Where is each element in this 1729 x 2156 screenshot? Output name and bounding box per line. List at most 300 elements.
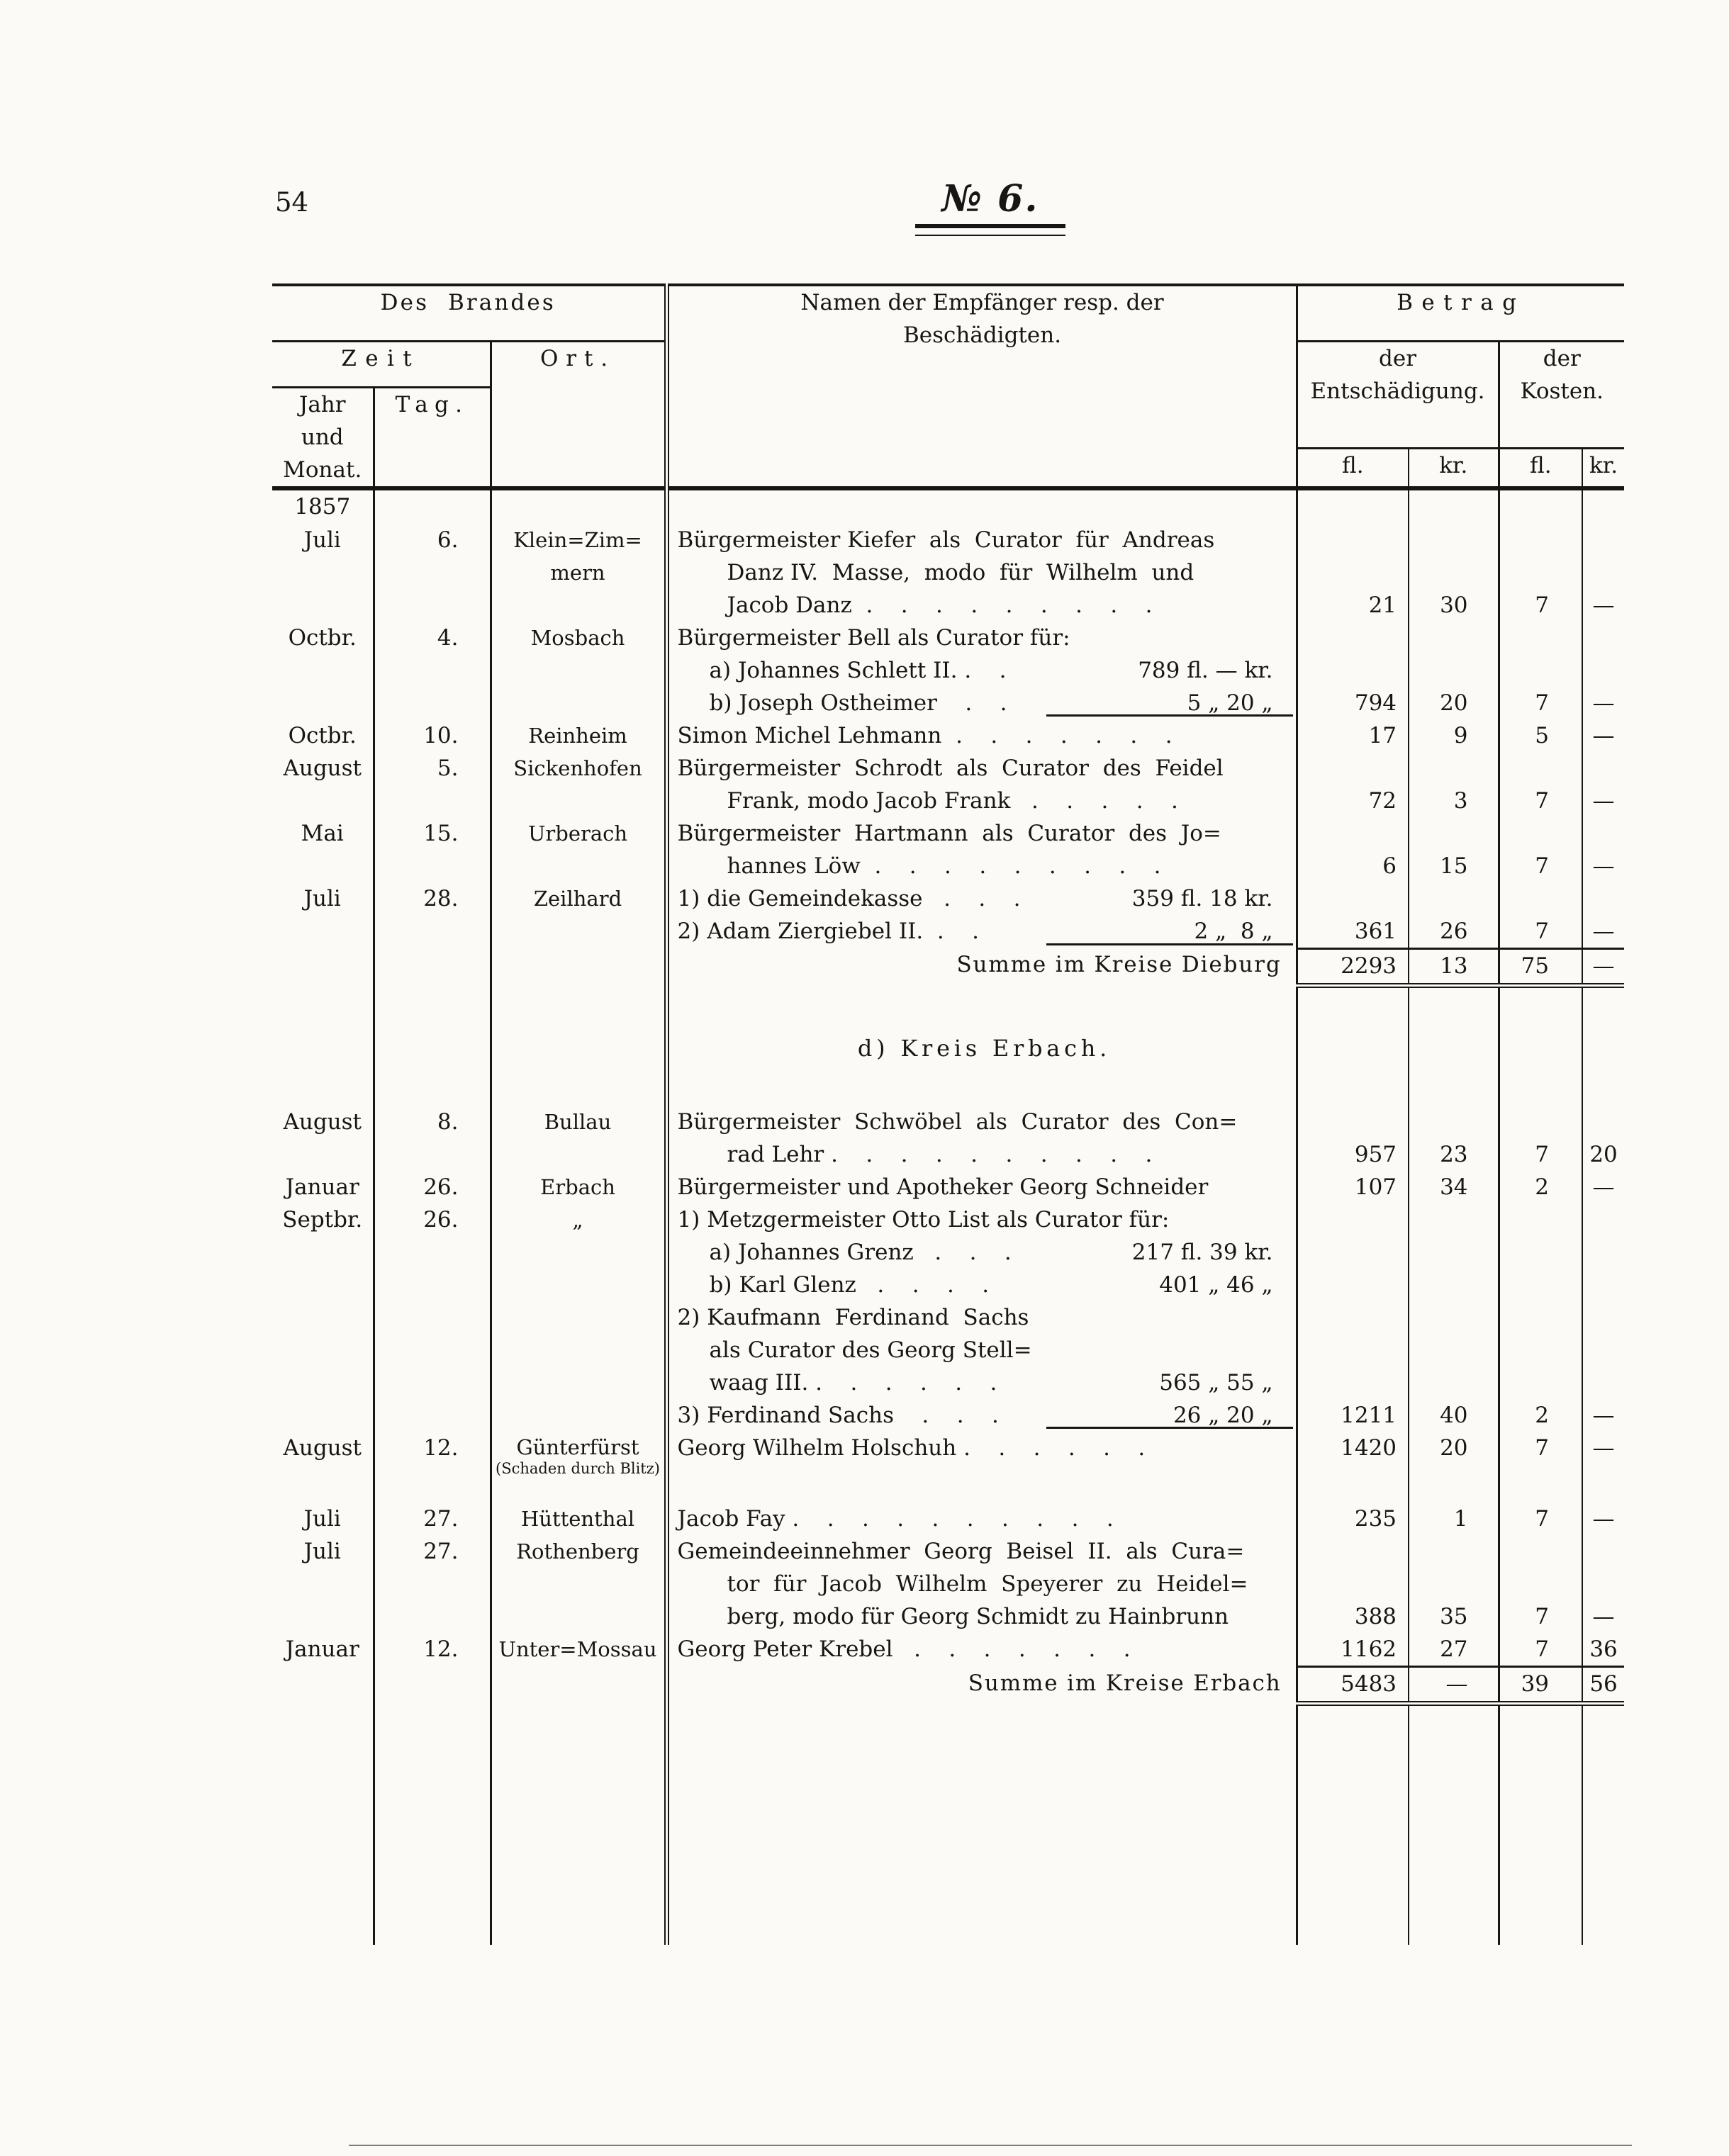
cell-kost-fl	[1499, 1236, 1582, 1269]
cell-ent-kr: 9	[1409, 719, 1499, 752]
cell-day	[374, 850, 491, 882]
names-text: Georg Peter Krebel . . . . . . .	[677, 1636, 1131, 1662]
cell-year: 1857	[294, 493, 351, 520]
cell-names	[666, 1301, 1297, 1334]
header-tag: Tag.	[374, 387, 491, 488]
names-text: Bürgermeister Bell als Curator für:	[677, 624, 1070, 651]
names-inline-amount: 789 fl. — kr.	[1138, 657, 1273, 683]
table-row	[272, 1301, 1624, 1334]
cell-names	[666, 1633, 1297, 1667]
cell-names	[666, 556, 1297, 589]
cell-month: August	[283, 1109, 362, 1135]
cell-kost-kr	[1582, 654, 1624, 687]
cell-month: Januar	[285, 1174, 359, 1200]
cell-names	[666, 1503, 1297, 1535]
names-text: a) Johannes Grenz . . .	[709, 1240, 1012, 1265]
cell-kost-fl	[1499, 488, 1582, 524]
cell-place: Sickenhofen	[491, 752, 666, 785]
cell-ent-fl	[1297, 654, 1409, 687]
cell-day	[374, 589, 491, 622]
table-row	[272, 785, 1624, 817]
cell-day: 26.	[374, 1203, 491, 1236]
cell-month	[272, 1138, 374, 1171]
table-row	[272, 1503, 1624, 1535]
header-jahr-line3: Monat.	[283, 456, 362, 483]
cell-kost-kr	[1582, 1073, 1624, 1106]
table-row	[272, 524, 1624, 556]
cell-place: „	[491, 1203, 666, 1236]
spacer-row	[272, 1073, 1624, 1106]
table-row	[272, 915, 1624, 949]
cell-ent-kr	[1409, 488, 1499, 524]
cell-kost-fl	[1499, 985, 1582, 1032]
cell-names	[666, 719, 1297, 752]
header-ent-kr: kr.	[1409, 448, 1499, 488]
header-zeit: Zeit	[272, 341, 491, 387]
cell-kost-kr	[1582, 1032, 1624, 1073]
cell-kost-fl	[1499, 1301, 1582, 1334]
cell-day: 8.	[374, 1106, 491, 1138]
cell-names	[666, 752, 1297, 785]
cell-kost-fl	[1499, 752, 1582, 785]
header-des-brandes: Des Brandes	[272, 285, 666, 341]
cell-place	[491, 785, 666, 817]
names-text: Danz IV. Masse, modo für Wilhelm und	[727, 559, 1194, 585]
names-text: Bürgermeister Schrodt als Curator des Feidel	[677, 755, 1224, 781]
table-row	[272, 1600, 1624, 1633]
table-row	[272, 1203, 1624, 1236]
cell-kost-fl	[1499, 1269, 1582, 1301]
cell-day: 6.	[374, 524, 491, 556]
cell-ent-fl	[1297, 882, 1409, 915]
cell-ent-fl	[1297, 1535, 1409, 1568]
cell-ent-fl	[1297, 817, 1409, 850]
names-text: Georg Wilhelm Holschuh . . . . . .	[677, 1435, 1146, 1461]
names-text: Bürgermeister Schwöbel als Curator des Con=	[677, 1109, 1238, 1135]
cell-ent-kr	[1409, 985, 1499, 1032]
table-row	[272, 882, 1624, 915]
table-row	[272, 1236, 1624, 1269]
cell-ent-kr	[1409, 556, 1499, 589]
cell-ent-fl	[1297, 985, 1409, 1032]
sum-row-dieburg	[272, 948, 1624, 985]
cell-ent-fl: 1420	[1297, 1432, 1409, 1503]
cell-place	[491, 1399, 666, 1432]
cell-kost-kr	[1582, 524, 1624, 556]
cell-kost-kr	[1582, 488, 1624, 524]
cell-place	[491, 1334, 666, 1366]
table-row	[272, 1138, 1624, 1171]
header-kost-fl: fl.	[1499, 448, 1582, 488]
cell-day	[374, 654, 491, 687]
names-text: Bürgermeister und Apotheker Georg Schneider	[677, 1174, 1209, 1200]
cell-ent-kr	[1409, 882, 1499, 915]
header-ent-line1: der	[1379, 345, 1417, 371]
cell-day	[374, 1073, 491, 1106]
cell-names	[666, 687, 1297, 719]
cell-month: Septbr.	[282, 1207, 363, 1233]
cell-month	[272, 589, 374, 622]
table-row	[272, 1334, 1624, 1366]
table-row	[272, 850, 1624, 882]
cell-month: Januar	[285, 1636, 359, 1662]
names-text: Jacob Danz . . . . . . . . .	[727, 592, 1153, 618]
section-heading: d) Kreis Erbach.	[666, 1032, 1297, 1073]
cell-day	[374, 1269, 491, 1301]
header-jahr-monat	[272, 387, 374, 488]
header-kost-line2: Kosten.	[1520, 378, 1604, 404]
cell-ent-fl	[1297, 488, 1409, 524]
section-heading-row	[272, 1032, 1624, 1073]
names-text: 1) Metzgermeister Otto List als Curator für:	[677, 1207, 1170, 1233]
cell-place	[491, 948, 666, 985]
cell-kost-kr	[1582, 985, 1624, 1032]
cell-day	[374, 556, 491, 589]
cell-ent-kr: 30	[1409, 589, 1499, 622]
cell-ent-fl	[1297, 556, 1409, 589]
cell-month	[272, 1301, 374, 1334]
cell-ent-fl: 21	[1297, 589, 1409, 622]
cell-kost-kr	[1582, 1106, 1624, 1138]
cell-kost-kr: —	[1582, 1432, 1624, 1503]
names-text: Jacob Fay . . . . . . . . . .	[677, 1506, 1114, 1532]
table-row	[272, 589, 1624, 622]
cell-names	[666, 1203, 1297, 1236]
names-inline-amount: 5 „ 20 „	[1187, 690, 1273, 716]
masthead-rule	[915, 224, 1065, 236]
cell-place	[491, 915, 666, 949]
cell-place: mern	[491, 556, 666, 589]
cell-kost-fl: 7	[1499, 1633, 1582, 1667]
cell-month	[272, 1568, 374, 1600]
names-inline-amount: 2 „ 8 „	[1194, 918, 1273, 944]
cell-month	[272, 1032, 374, 1073]
names-inline-amount: 401 „ 46 „	[1159, 1272, 1273, 1298]
cell-place: Zeilhard	[491, 882, 666, 915]
cell-place: Erbach	[491, 1171, 666, 1203]
cell-kost-kr	[1582, 1269, 1624, 1301]
cell-ent-fl: 17	[1297, 719, 1409, 752]
cell-kost-fl	[1499, 882, 1582, 915]
cell-ent-fl	[1297, 1032, 1409, 1073]
cell-kost-kr: —	[1582, 1503, 1624, 1535]
cell-kost-kr: —	[1582, 948, 1624, 985]
cell-month	[272, 1366, 374, 1399]
cell-kost-fl: 75	[1499, 948, 1582, 985]
names-text: berg, modo für Georg Schmidt zu Hainbrunn	[727, 1604, 1229, 1629]
cell-names	[666, 1432, 1297, 1503]
cell-place	[491, 1073, 666, 1106]
cell-month: Juli	[303, 527, 341, 553]
sum-label: Summe im Kreise Erbach	[666, 1667, 1297, 1704]
cell-month: August	[283, 755, 362, 781]
cell-ent-fl: 1162	[1297, 1633, 1409, 1667]
cell-kost-fl	[1499, 1704, 1582, 1945]
cell-ent-fl: 794	[1297, 687, 1409, 719]
cell-names	[666, 1334, 1297, 1366]
cell-kost-fl: 5	[1499, 719, 1582, 752]
cell-names	[666, 1568, 1297, 1600]
cell-place	[491, 1366, 666, 1399]
names-text: Bürgermeister Kiefer als Curator für Andreas	[677, 527, 1215, 553]
cell-names	[666, 1399, 1297, 1432]
names-text: Bürgermeister Hartmann als Curator des Jo=	[677, 820, 1221, 846]
sum-label: Summe im Kreise Dieburg	[666, 948, 1297, 985]
cell-ent-fl	[1297, 1203, 1409, 1236]
cell-day	[374, 785, 491, 817]
cell-day	[374, 1334, 491, 1366]
cell-ent-kr: 35	[1409, 1600, 1499, 1633]
cell-names	[666, 1600, 1297, 1633]
names-text: als Curator des Georg Stell=	[709, 1337, 1032, 1363]
cell-ent-kr: 15	[1409, 850, 1499, 882]
cell-place	[491, 1600, 666, 1633]
table-row	[272, 654, 1624, 687]
cell-kost-fl	[1499, 1535, 1582, 1568]
cell-ent-kr	[1409, 654, 1499, 687]
cell-ent-kr: 20	[1409, 687, 1499, 719]
cell-ent-kr	[1409, 1704, 1499, 1945]
place-note: (Schaden durch Blitz)	[496, 1460, 660, 1477]
cell-day	[374, 1667, 491, 1704]
cell-day	[374, 1704, 491, 1945]
cell-names	[666, 1171, 1297, 1203]
table-row	[272, 1633, 1624, 1667]
cell-ent-kr	[1409, 1236, 1499, 1269]
cell-names	[666, 785, 1297, 817]
cell-kost-kr	[1582, 1203, 1624, 1236]
cell-names	[666, 1138, 1297, 1171]
cell-place	[491, 1269, 666, 1301]
cell-ent-fl: 5483	[1297, 1667, 1409, 1704]
cell-place	[491, 1236, 666, 1269]
cell-kost-kr: —	[1582, 850, 1624, 882]
table-row	[272, 719, 1624, 752]
cell-kost-kr	[1582, 622, 1624, 654]
cell-ent-kr: 40	[1409, 1399, 1499, 1432]
cell-ent-kr	[1409, 752, 1499, 785]
names-text: a) Johannes Schlett II. . .	[709, 657, 1007, 683]
header-namen-line2: Beschädigten.	[902, 322, 1062, 348]
cell-kost-fl	[1499, 1032, 1582, 1073]
cell-ent-kr	[1409, 1366, 1499, 1399]
cell-kost-fl: 7	[1499, 1600, 1582, 1633]
cell-ent-kr: 20	[1409, 1432, 1499, 1503]
names-text: Simon Michel Lehmann . . . . . . .	[677, 722, 1173, 748]
names-inline-amount: 359 fl. 18 kr.	[1131, 885, 1273, 911]
table-row	[272, 687, 1624, 719]
cell-kost-kr	[1582, 817, 1624, 850]
header-kost-line1: der	[1543, 345, 1581, 371]
cell-place: Urberach	[491, 817, 666, 850]
cell-month	[272, 1667, 374, 1704]
cell-ent-kr	[1409, 1106, 1499, 1138]
cell-ent-fl	[1297, 622, 1409, 654]
cell-place	[491, 1138, 666, 1171]
cell-ent-kr	[1409, 524, 1499, 556]
cell-ent-kr: 26	[1409, 915, 1499, 949]
cell-ent-kr	[1409, 1032, 1499, 1073]
table-row	[272, 1171, 1624, 1203]
cell-kost-kr	[1582, 1236, 1624, 1269]
issue-number: № 6.	[941, 177, 1039, 220]
cell-ent-fl	[1297, 1366, 1409, 1399]
cell-ent-fl: 957	[1297, 1138, 1409, 1171]
cell-kost-fl: 7	[1499, 1432, 1582, 1503]
names-text: 2) Kaufmann Ferdinand Sachs	[677, 1305, 1029, 1330]
cell-names	[666, 1236, 1297, 1269]
cell-names	[666, 654, 1297, 687]
names-text: tor für Jacob Wilhelm Speyerer zu Heidel=	[727, 1571, 1248, 1597]
cell-kost-kr: —	[1582, 1600, 1624, 1633]
cell-day	[374, 1600, 491, 1633]
cell-kost-fl: 7	[1499, 687, 1582, 719]
cell-month	[272, 915, 374, 949]
cell-month: Juli	[303, 1539, 341, 1564]
table-row	[272, 1535, 1624, 1568]
cell-ent-fl: 388	[1297, 1600, 1409, 1633]
cell-day: 4.	[374, 622, 491, 654]
cell-ent-kr	[1409, 1203, 1499, 1236]
cell-month: Octbr.	[288, 624, 357, 651]
spacer-row	[272, 985, 1624, 1032]
names-text: Gemeindeeinnehmer Georg Beisel II. als Cura=	[677, 1539, 1245, 1564]
cell-kost-kr: —	[1582, 915, 1624, 949]
cell-day: 12.	[374, 1432, 491, 1503]
names-text: 3) Ferdinand Sachs . . .	[677, 1403, 999, 1428]
cell-names	[666, 1535, 1297, 1568]
cell-month: Juli	[303, 1506, 341, 1532]
names-text: rad Lehr . . . . . . . . . .	[727, 1142, 1153, 1167]
cell-kost-fl: 7	[1499, 589, 1582, 622]
cell-ent-fl	[1297, 1106, 1409, 1138]
names-text: 2) Adam Ziergiebel II. . .	[677, 918, 980, 944]
masthead	[895, 177, 1086, 236]
page-bottom-rule	[349, 2145, 1632, 2146]
header-kost-kr: kr.	[1582, 448, 1624, 488]
cell-month	[272, 1236, 374, 1269]
cell-kost-kr: —	[1582, 719, 1624, 752]
cell-ent-kr	[1409, 1073, 1499, 1106]
cell-ent-fl: 361	[1297, 915, 1409, 949]
cell-ent-kr: 13	[1409, 948, 1499, 985]
cell-names	[666, 1704, 1297, 1945]
cell-kost-kr: —	[1582, 1171, 1624, 1203]
names-text: b) Joseph Ostheimer . .	[709, 690, 1007, 716]
cell-kost-fl: 39	[1499, 1667, 1582, 1704]
header-entschaedigung	[1297, 341, 1499, 448]
table-row	[272, 817, 1624, 850]
cell-kost-kr	[1582, 1334, 1624, 1366]
cell-place: Unter=Mossau	[491, 1633, 666, 1667]
header-row-1	[272, 285, 1624, 341]
cell-month	[272, 850, 374, 882]
cell-names	[666, 524, 1297, 556]
cell-place: Bullau	[491, 1106, 666, 1138]
cell-ent-kr: 23	[1409, 1138, 1499, 1171]
cell-ent-kr: —	[1409, 1667, 1499, 1704]
cell-place	[491, 1568, 666, 1600]
cell-kost-kr	[1582, 882, 1624, 915]
table-row	[272, 1366, 1624, 1399]
cell-month	[272, 948, 374, 985]
cell-month	[272, 1073, 374, 1106]
cell-day: 26.	[374, 1171, 491, 1203]
cell-month	[272, 1704, 374, 1945]
cell-place	[491, 654, 666, 687]
cell-place	[491, 1032, 666, 1073]
cell-place: Klein=Zim=	[491, 524, 666, 556]
cell-place	[491, 1667, 666, 1704]
cell-kost-kr	[1582, 752, 1624, 785]
cell-kost-fl	[1499, 1106, 1582, 1138]
cell-ent-fl: 1211	[1297, 1399, 1409, 1432]
cell-names	[666, 488, 1297, 524]
cell-place: Mosbach	[491, 622, 666, 654]
cell-kost-kr: 56	[1582, 1667, 1624, 1704]
cell-names	[666, 1106, 1297, 1138]
table-row	[272, 1432, 1624, 1503]
cell-names	[666, 915, 1297, 949]
cell-place	[491, 589, 666, 622]
cell-ent-fl	[1297, 524, 1409, 556]
cell-kost-kr: —	[1582, 687, 1624, 719]
cell-day	[374, 1366, 491, 1399]
cell-day	[374, 687, 491, 719]
table-row	[272, 1568, 1624, 1600]
cell-place: Reinheim	[491, 719, 666, 752]
cell-ent-fl: 235	[1297, 1503, 1409, 1535]
table-row	[272, 622, 1624, 654]
cell-names	[666, 882, 1297, 915]
cell-names	[666, 985, 1297, 1032]
names-text: Frank, modo Jacob Frank . . . . .	[727, 787, 1178, 814]
cell-ent-kr	[1409, 817, 1499, 850]
cell-day	[374, 1568, 491, 1600]
cell-ent-fl	[1297, 1568, 1409, 1600]
cell-place	[491, 488, 666, 524]
cell-month	[272, 654, 374, 687]
cell-ent-kr	[1409, 1269, 1499, 1301]
compensation-table	[272, 283, 1624, 1945]
cell-ent-fl	[1297, 1236, 1409, 1269]
cell-kost-fl	[1499, 524, 1582, 556]
cell-kost-fl: 7	[1499, 850, 1582, 882]
table-row	[272, 488, 1624, 524]
cell-ent-fl: 72	[1297, 785, 1409, 817]
cell-kost-fl: 7	[1499, 1503, 1582, 1535]
header-betrag: Betrag	[1297, 285, 1624, 341]
cell-kost-fl: 7	[1499, 785, 1582, 817]
cell-month: Juli	[303, 885, 341, 911]
cell-day: 27.	[374, 1535, 491, 1568]
cell-ent-fl	[1297, 1301, 1409, 1334]
cell-kost-kr: —	[1582, 785, 1624, 817]
page-number: 54	[275, 187, 309, 218]
cell-kost-fl	[1499, 622, 1582, 654]
cell-month: August	[283, 1435, 362, 1461]
cell-kost-kr	[1582, 1568, 1624, 1600]
cell-names	[666, 589, 1297, 622]
names-inline-amount: 26 „ 20 „	[1173, 1403, 1273, 1428]
cell-ent-fl: 107	[1297, 1171, 1409, 1203]
cell-place	[491, 1432, 666, 1503]
cell-day	[374, 1138, 491, 1171]
cell-kost-fl: 7	[1499, 1138, 1582, 1171]
cell-ent-fl	[1297, 1073, 1409, 1106]
names-inline-amount: 565 „ 55 „	[1159, 1370, 1273, 1396]
cell-place	[491, 1704, 666, 1945]
